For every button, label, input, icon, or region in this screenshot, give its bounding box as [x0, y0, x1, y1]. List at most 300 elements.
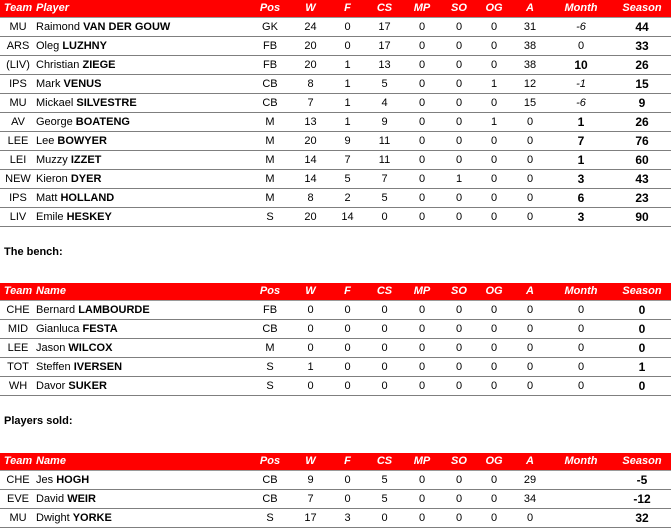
player-name-cell	[36, 320, 248, 339]
so-cell: 0	[441, 509, 477, 528]
header-mp: MP	[403, 0, 441, 18]
og-cell: 0	[477, 358, 511, 377]
team-cell: MU	[0, 18, 36, 37]
table-row	[0, 94, 671, 113]
player-name-cell	[36, 189, 248, 208]
cs-cell: 11	[366, 132, 403, 151]
header-player: Player	[36, 0, 248, 18]
player-name-cell	[36, 301, 248, 320]
mp-cell: 0	[403, 208, 441, 227]
so-cell: 0	[441, 75, 477, 94]
pos-cell: CB	[248, 94, 292, 113]
w-cell: 0	[292, 377, 329, 396]
cs-cell: 5	[366, 189, 403, 208]
player-first-name: Bernard	[36, 304, 76, 316]
f-cell: 1	[329, 75, 366, 94]
so-cell: 0	[441, 113, 477, 132]
pos-cell: CB	[248, 75, 292, 94]
header-month: Month	[549, 453, 613, 471]
player-name-cell	[36, 56, 248, 75]
team-cell: EVE	[0, 490, 36, 509]
player-name-cell	[36, 377, 248, 396]
cs-cell: 0	[366, 339, 403, 358]
header-team: Team	[0, 453, 36, 471]
a-cell: 0	[511, 377, 549, 396]
f-cell: 0	[329, 339, 366, 358]
og-cell: 0	[477, 320, 511, 339]
player-surname: FESTA	[82, 323, 118, 335]
header-og: OG	[477, 453, 511, 471]
month-cell: 0	[549, 377, 613, 396]
player-name-cell	[36, 132, 248, 151]
pos-cell: M	[248, 189, 292, 208]
a-cell: 0	[511, 320, 549, 339]
header-cs: CS	[366, 0, 403, 18]
w-cell: 24	[292, 18, 329, 37]
a-cell: 29	[511, 471, 549, 490]
player-surname: VAN DER GOUW	[83, 21, 171, 33]
sold-table	[0, 453, 671, 528]
f-cell: 2	[329, 189, 366, 208]
a-cell: 15	[511, 94, 549, 113]
player-first-name: Jason	[36, 342, 66, 354]
table-row	[0, 377, 671, 396]
month-cell: 1	[549, 113, 613, 132]
month-cell: 3	[549, 170, 613, 189]
header-so: SO	[441, 283, 477, 301]
pos-cell: M	[248, 151, 292, 170]
f-cell: 0	[329, 320, 366, 339]
player-surname: IZZET	[70, 154, 102, 166]
mp-cell: 0	[403, 358, 441, 377]
season-cell: -5	[613, 471, 671, 490]
month-cell: 6	[549, 189, 613, 208]
a-cell: 34	[511, 490, 549, 509]
table-row	[0, 18, 671, 37]
header-pos: Pos	[248, 453, 292, 471]
season-cell: 23	[613, 189, 671, 208]
cs-cell: 0	[366, 377, 403, 396]
a-cell: 38	[511, 56, 549, 75]
og-cell: 0	[477, 509, 511, 528]
table-row	[0, 56, 671, 75]
f-cell: 0	[329, 377, 366, 396]
f-cell: 5	[329, 170, 366, 189]
a-cell: 0	[511, 208, 549, 227]
mp-cell: 0	[403, 377, 441, 396]
header-name: Name	[36, 453, 248, 471]
so-cell: 0	[441, 56, 477, 75]
player-first-name: Emile	[36, 211, 64, 223]
w-cell: 14	[292, 151, 329, 170]
cs-cell: 0	[366, 509, 403, 528]
player-surname: DYER	[70, 173, 102, 185]
so-cell: 0	[441, 94, 477, 113]
month-cell: 3	[549, 208, 613, 227]
player-surname: LUZHNY	[62, 40, 107, 52]
header-mp: MP	[403, 453, 441, 471]
sold-section	[0, 453, 671, 528]
player-first-name: George	[36, 116, 73, 128]
w-cell: 0	[292, 339, 329, 358]
player-name-cell	[36, 509, 248, 528]
header-og: OG	[477, 283, 511, 301]
mp-cell: 0	[403, 56, 441, 75]
player-name-cell	[36, 170, 248, 189]
header-team: Team	[0, 0, 36, 18]
season-cell: 43	[613, 170, 671, 189]
og-cell: 0	[477, 151, 511, 170]
mp-cell: 0	[403, 37, 441, 56]
player-name-cell	[36, 37, 248, 56]
season-cell: 9	[613, 94, 671, 113]
header-pos: Pos	[248, 283, 292, 301]
table-row	[0, 189, 671, 208]
player-first-name: Christian	[36, 59, 80, 71]
header-pos: Pos	[248, 0, 292, 18]
season-cell: 0	[613, 339, 671, 358]
mp-cell: 0	[403, 339, 441, 358]
pos-cell: S	[248, 208, 292, 227]
cs-cell: 11	[366, 151, 403, 170]
player-name-cell	[36, 18, 248, 37]
a-cell: 0	[511, 358, 549, 377]
player-name-cell	[36, 94, 248, 113]
bench-section	[0, 283, 671, 396]
w-cell: 20	[292, 37, 329, 56]
a-cell: 38	[511, 37, 549, 56]
bench-table-body	[0, 301, 671, 396]
sold-table-body	[0, 471, 671, 528]
header-a: A	[511, 453, 549, 471]
team-cell: ARS	[0, 37, 36, 56]
player-first-name: Mickael	[36, 97, 74, 109]
w-cell: 9	[292, 471, 329, 490]
main-table-body	[0, 18, 671, 227]
og-cell: 0	[477, 56, 511, 75]
a-cell: 12	[511, 75, 549, 94]
w-cell: 17	[292, 509, 329, 528]
og-cell: 0	[477, 37, 511, 56]
cs-cell: 0	[366, 358, 403, 377]
header-og: OG	[477, 0, 511, 18]
team-cell: LEE	[0, 132, 36, 151]
month-cell	[549, 471, 613, 490]
a-cell: 0	[511, 301, 549, 320]
og-cell: 0	[477, 132, 511, 151]
og-cell: 0	[477, 490, 511, 509]
table-row	[0, 151, 671, 170]
header-a: A	[511, 0, 549, 18]
pos-cell: S	[248, 509, 292, 528]
a-cell: 0	[511, 189, 549, 208]
month-cell: 0	[549, 339, 613, 358]
main-squad-table	[0, 0, 671, 227]
player-name-cell	[36, 339, 248, 358]
f-cell: 0	[329, 18, 366, 37]
table-row	[0, 113, 671, 132]
mp-cell: 0	[403, 18, 441, 37]
so-cell: 0	[441, 339, 477, 358]
og-cell: 0	[477, 170, 511, 189]
player-surname: HESKEY	[66, 211, 112, 223]
og-cell: 0	[477, 377, 511, 396]
mp-cell: 0	[403, 189, 441, 208]
a-cell: 0	[511, 170, 549, 189]
header-w: W	[292, 453, 329, 471]
header-cs: CS	[366, 453, 403, 471]
so-cell: 0	[441, 471, 477, 490]
header-f: F	[329, 0, 366, 18]
season-cell: 76	[613, 132, 671, 151]
f-cell: 0	[329, 358, 366, 377]
w-cell: 0	[292, 301, 329, 320]
season-cell: 90	[613, 208, 671, 227]
month-cell: -1	[549, 75, 613, 94]
so-cell: 0	[441, 18, 477, 37]
season-cell: 15	[613, 75, 671, 94]
cs-cell: 7	[366, 170, 403, 189]
season-cell: 26	[613, 113, 671, 132]
team-cell: MU	[0, 94, 36, 113]
season-cell: 0	[613, 377, 671, 396]
cs-cell: 5	[366, 490, 403, 509]
player-first-name: Raimond	[36, 21, 81, 33]
mp-cell: 0	[403, 509, 441, 528]
w-cell: 7	[292, 94, 329, 113]
player-surname: LAMBOURDE	[78, 304, 150, 316]
mp-cell: 0	[403, 490, 441, 509]
team-cell: MID	[0, 320, 36, 339]
cs-cell: 9	[366, 113, 403, 132]
sold-header-row	[0, 453, 671, 471]
mp-cell: 0	[403, 170, 441, 189]
season-cell: 33	[613, 37, 671, 56]
header-season: Season	[613, 0, 671, 18]
team-cell: IPS	[0, 189, 36, 208]
w-cell: 20	[292, 132, 329, 151]
og-cell: 0	[477, 471, 511, 490]
w-cell: 1	[292, 358, 329, 377]
month-cell	[549, 490, 613, 509]
season-cell: 44	[613, 18, 671, 37]
so-cell: 0	[441, 151, 477, 170]
f-cell: 0	[329, 37, 366, 56]
mp-cell: 0	[403, 113, 441, 132]
header-season: Season	[613, 283, 671, 301]
player-surname: SILVESTRE	[76, 97, 137, 109]
header-f: F	[329, 453, 366, 471]
team-cell: LEE	[0, 339, 36, 358]
header-season: Season	[613, 453, 671, 471]
season-cell: -12	[613, 490, 671, 509]
table-row	[0, 132, 671, 151]
pos-cell: M	[248, 339, 292, 358]
w-cell: 7	[292, 490, 329, 509]
table-row	[0, 509, 671, 528]
team-cell: LEI	[0, 151, 36, 170]
player-first-name: Jes	[36, 474, 54, 486]
player-first-name: Oleg	[36, 40, 60, 52]
cs-cell: 0	[366, 208, 403, 227]
a-cell: 0	[511, 113, 549, 132]
mp-cell: 0	[403, 94, 441, 113]
og-cell: 0	[477, 339, 511, 358]
month-cell: 7	[549, 132, 613, 151]
header-a: A	[511, 283, 549, 301]
player-surname: HOGH	[56, 474, 90, 486]
team-cell: NEW	[0, 170, 36, 189]
f-cell: 1	[329, 94, 366, 113]
cs-cell: 5	[366, 471, 403, 490]
main-squad-section	[0, 0, 671, 227]
player-first-name: Mark	[36, 78, 61, 90]
cs-cell: 17	[366, 18, 403, 37]
og-cell: 0	[477, 208, 511, 227]
w-cell: 14	[292, 170, 329, 189]
so-cell: 0	[441, 132, 477, 151]
player-first-name: David	[36, 493, 65, 505]
f-cell: 1	[329, 113, 366, 132]
pos-cell: CB	[248, 490, 292, 509]
month-cell: 0	[549, 320, 613, 339]
w-cell: 8	[292, 75, 329, 94]
season-cell: 26	[613, 56, 671, 75]
cs-cell: 0	[366, 320, 403, 339]
player-first-name: Lee	[36, 135, 55, 147]
w-cell: 13	[292, 113, 329, 132]
og-cell: 0	[477, 189, 511, 208]
header-name: Name	[36, 283, 248, 301]
header-w: W	[292, 0, 329, 18]
table-row	[0, 301, 671, 320]
pos-cell: GK	[248, 18, 292, 37]
team-cell: CHE	[0, 301, 36, 320]
f-cell: 3	[329, 509, 366, 528]
pos-cell: S	[248, 377, 292, 396]
so-cell: 1	[441, 170, 477, 189]
table-row	[0, 358, 671, 377]
table-row	[0, 339, 671, 358]
team-cell: IPS	[0, 75, 36, 94]
pos-cell: M	[248, 132, 292, 151]
so-cell: 0	[441, 301, 477, 320]
f-cell: 0	[329, 490, 366, 509]
season-cell: 32	[613, 509, 671, 528]
month-cell: -6	[549, 18, 613, 37]
player-surname: YORKE	[72, 512, 112, 524]
player-first-name: Steffen	[36, 361, 71, 373]
main-header-row	[0, 0, 671, 18]
so-cell: 0	[441, 358, 477, 377]
player-name-cell	[36, 490, 248, 509]
header-f: F	[329, 283, 366, 301]
a-cell: 0	[511, 132, 549, 151]
player-surname: ZIEGE	[82, 59, 116, 71]
player-first-name: Gianluca	[36, 323, 80, 335]
og-cell: 1	[477, 113, 511, 132]
table-row	[0, 471, 671, 490]
pos-cell: CB	[248, 471, 292, 490]
table-row	[0, 170, 671, 189]
bench-table	[0, 283, 671, 396]
cs-cell: 5	[366, 75, 403, 94]
player-name-cell	[36, 75, 248, 94]
season-cell: 0	[613, 301, 671, 320]
month-cell: 1	[549, 151, 613, 170]
header-mp: MP	[403, 283, 441, 301]
table-row	[0, 490, 671, 509]
table-row	[0, 37, 671, 56]
f-cell: 1	[329, 56, 366, 75]
team-cell: CHE	[0, 471, 36, 490]
team-cell: MU	[0, 509, 36, 528]
month-cell	[549, 509, 613, 528]
mp-cell: 0	[403, 75, 441, 94]
cs-cell: 17	[366, 37, 403, 56]
mp-cell: 0	[403, 151, 441, 170]
f-cell: 0	[329, 301, 366, 320]
mp-cell: 0	[403, 301, 441, 320]
so-cell: 0	[441, 208, 477, 227]
so-cell: 0	[441, 490, 477, 509]
player-surname: IVERSEN	[73, 361, 123, 373]
w-cell: 0	[292, 320, 329, 339]
og-cell: 0	[477, 18, 511, 37]
w-cell: 20	[292, 208, 329, 227]
team-cell: LIV	[0, 208, 36, 227]
og-cell: 0	[477, 301, 511, 320]
header-cs: CS	[366, 283, 403, 301]
f-cell: 7	[329, 151, 366, 170]
season-cell: 60	[613, 151, 671, 170]
month-cell: 10	[549, 56, 613, 75]
a-cell: 0	[511, 339, 549, 358]
player-surname: BOWYER	[57, 135, 107, 147]
a-cell: 0	[511, 151, 549, 170]
table-row	[0, 208, 671, 227]
table-row	[0, 75, 671, 94]
team-cell: WH	[0, 377, 36, 396]
player-first-name: Davor	[36, 380, 66, 392]
player-first-name: Muzzy	[36, 154, 68, 166]
mp-cell: 0	[403, 320, 441, 339]
player-name-cell	[36, 208, 248, 227]
player-first-name: Dwight	[36, 512, 70, 524]
mp-cell: 0	[403, 471, 441, 490]
a-cell: 31	[511, 18, 549, 37]
header-month: Month	[549, 283, 613, 301]
og-cell: 0	[477, 94, 511, 113]
player-name-cell	[36, 358, 248, 377]
header-so: SO	[441, 0, 477, 18]
player-first-name: Matt	[36, 192, 58, 204]
so-cell: 0	[441, 37, 477, 56]
cs-cell: 4	[366, 94, 403, 113]
player-surname: WEIR	[67, 493, 96, 505]
pos-cell: M	[248, 113, 292, 132]
so-cell: 0	[441, 377, 477, 396]
header-so: SO	[441, 453, 477, 471]
player-surname: WILCOX	[68, 342, 113, 354]
player-first-name: Kieron	[36, 173, 68, 185]
team-cell: TOT	[0, 358, 36, 377]
player-name-cell	[36, 113, 248, 132]
bench-title: The bench:	[4, 246, 63, 258]
month-cell: -6	[549, 94, 613, 113]
pos-cell: FB	[248, 37, 292, 56]
month-cell: 0	[549, 358, 613, 377]
